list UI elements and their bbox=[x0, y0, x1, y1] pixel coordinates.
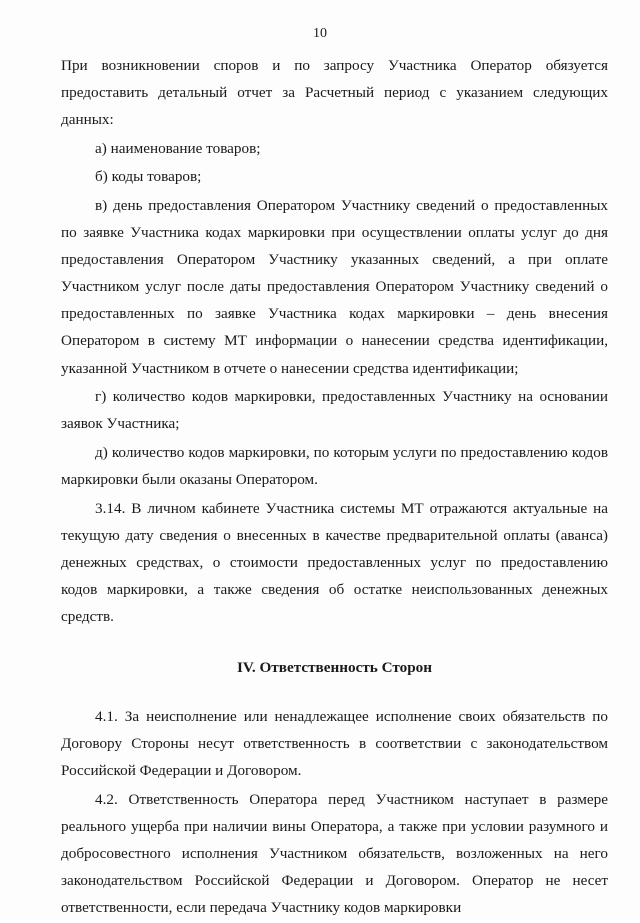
paragraph-disputes: При возникновении споров и по запросу Участника Оператор обязуется предоставить детальный отчет за Расчетный период с указанием следующих данных: bbox=[61, 57, 608, 129]
paragraph-item-g: г) количество кодов маркировки, предоставленных Участнику на основании заявок Участника; bbox=[61, 388, 608, 433]
document-body bbox=[61, 52, 608, 923]
paragraph-4-1: 4.1. За неисполнение или ненадлежащее исполнение своих обязательств по Договору Стороны несут ответственность в соответствии с законодательством Российской Федерации и Договором. bbox=[61, 708, 608, 780]
paragraph-item-b: б) коды товаров; bbox=[95, 168, 202, 186]
paragraph-item-d: д) количество кодов маркировки, по которым услуги по предоставлению кодов маркировки были оказаны Оператором. bbox=[61, 443, 608, 488]
section-3-continuation bbox=[61, 52, 608, 630]
paragraph-item-v: в) день предоставления Оператором Участнику сведений о предоставленных по заявке Участника кодах маркировки при осуществлении оплаты услуг до дня предоставления Оператором Участнику указанных сведений, а при оплате Участником услуг после даты предоставления Оператором Участнику сведений о предоставленных по заявке Участника кодах маркировки – день внесения Оператором в систему МТ информации о нанесении средства идентификации, указанной Участником в отчете о нанесении средства идентификации; bbox=[61, 196, 608, 377]
paragraph-4-2: 4.2. Ответственность Оператора перед Участником наступает в размере реального ущерба при наличии вины Оператора, а также при условии разумного и добросовестного исполнения Участником обязательств, возложенных на него законодательством Российской Федерации и Договором. Оператор не несет ответственности, если передача Участнику кодов маркировки bbox=[61, 790, 608, 917]
section-heading: IV. Ответственность Сторон bbox=[236, 658, 433, 676]
paragraph-item-a: а) наименование товаров; bbox=[95, 139, 261, 157]
paragraph-3-14: 3.14. В личном кабинете Участника системы МТ отражаются актуальные на текущую дату сведения о внесенных в качестве предварительной оплаты (аванса) денежных средствах, о стоимости предоставленных услуг по предоставлению кодов маркировки, а также сведения об остатке неиспользованных денежных средств. bbox=[61, 499, 608, 625]
page-number: 10 bbox=[313, 26, 327, 41]
section-4-body bbox=[61, 703, 608, 921]
